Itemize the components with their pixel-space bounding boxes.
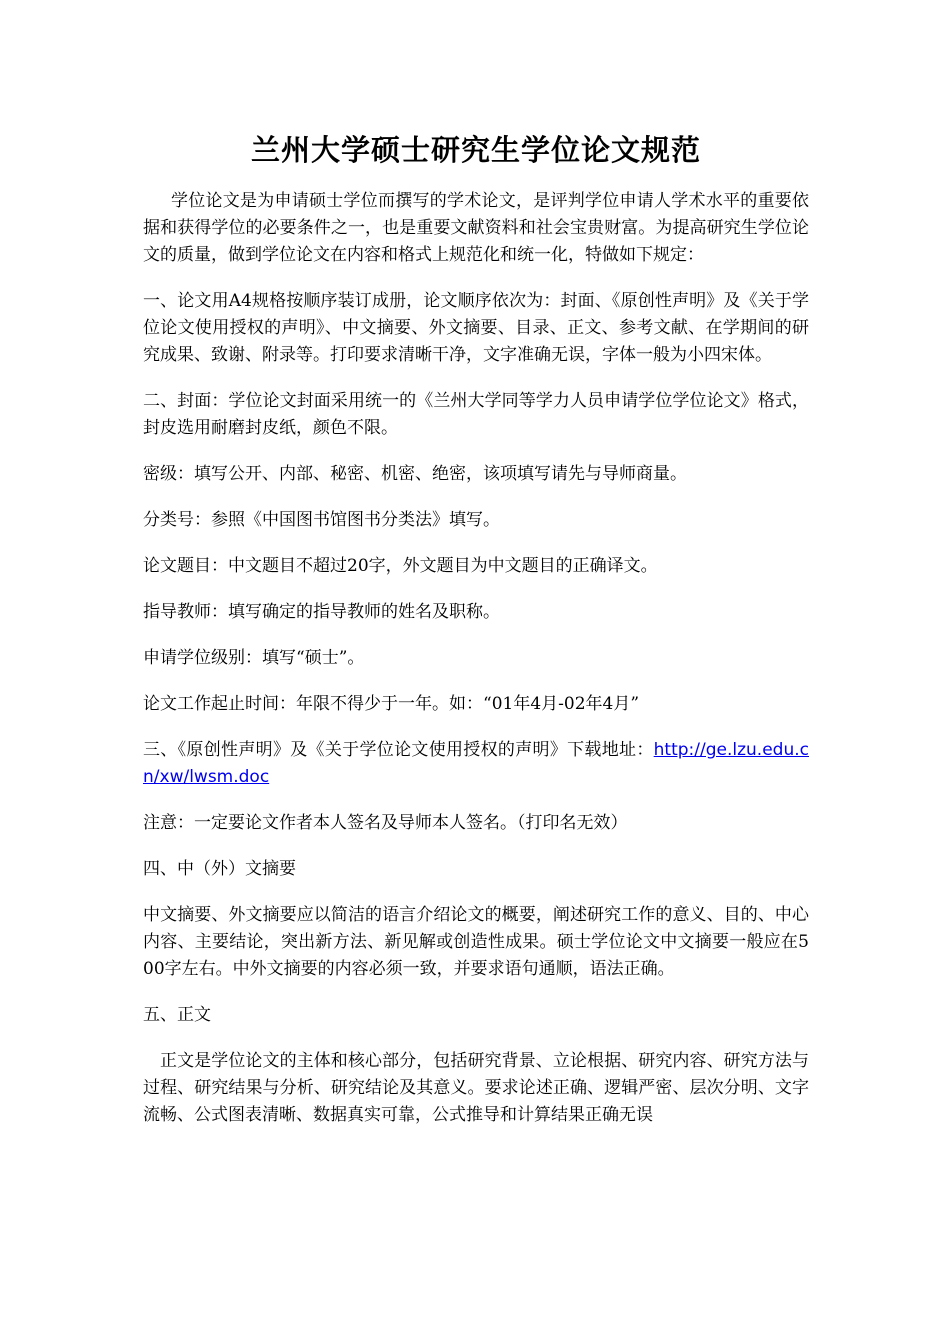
section-5-heading: 五、正文 [143, 1005, 211, 1025]
intro-paragraph: 学位论文是为申请硕士学位而撰写的学术论文，是评判学位申请人学术水平的重要依据和获得学位的必要条件之一，也是重要文献资料和社会宝贵财富。为提高研究生学位论文的质量，做到学位论文在内容和格式上规范化和统一化，特做如下规定： [143, 191, 809, 265]
download-link[interactable]: http://ge.lzu.edu.cn/xw/lwsm.doc [143, 740, 809, 787]
note-paragraph: 注意：一定要论文作者本人签名及导师本人签名。（打印名无效） [143, 813, 628, 833]
section-2-paragraph: 二、封面：学位论文封面采用统一的《兰州大学同等学力人员申请学位学位论文》格式，封皮选用耐磨封皮纸，颜色不限。 [143, 391, 809, 438]
section-1-paragraph: 一、论文用A4规格按顺序装订成册，论文顺序依次为：封面、《原创性声明》及《关于学位论文使用授权的声明》、中文摘要、外文摘要、目录、正文、参考文献、在学期间的研究成果、致谢、附录等。打印要求清晰干净，文字准确无误，字体一般为小四宋体。 [143, 291, 809, 365]
classification-paragraph: 分类号：参照《中国图书馆图书分类法》填写。 [143, 510, 500, 530]
work-period-paragraph: 论文工作起止时间：年限不得少于一年。如：“01年4月-02年4月” [143, 694, 640, 714]
advisor-paragraph: 指导教师：填写确定的指导教师的姓名及职称。 [143, 602, 500, 622]
section-3-text: 三、《原创性声明》及《关于学位论文使用授权的声明》下载地址： [143, 740, 654, 760]
thesis-title-paragraph: 论文题目：中文题目不超过20字，外文题目为中文题目的正确译文。 [143, 556, 658, 576]
secret-level-paragraph: 密级：填写公开、内部、秘密、机密、绝密，该项填写请先与导师商量。 [143, 464, 687, 484]
degree-level-paragraph: 申请学位级别：填写“硕士”。 [143, 648, 365, 668]
section-4-paragraph: 中文摘要、外文摘要应以简洁的语言介绍论文的概要，阐述研究工作的意义、目的、中心内容、主要结论，突出新方法、新见解或创造性成果。硕士学位论文中文摘要一般应在500字左右。中外文摘要的内容必须一致，并要求语句通顺，语法正确。 [143, 905, 809, 979]
document-page [143, 130, 809, 1129]
section-4-heading: 四、中（外）文摘要 [143, 859, 296, 879]
section-3-paragraph [143, 737, 809, 791]
document-title: 兰州大学硕士研究生学位论文规范 [250, 133, 701, 167]
section-5-paragraph: 正文是学位论文的主体和核心部分，包括研究背景、立论根据、研究内容、研究方法与过程、研究结果与分析、研究结论及其意义。要求论述正确、逻辑严密、层次分明、文字流畅、公式图表清晰、数据真实可靠，公式推导和计算结果正确无误 [143, 1051, 809, 1125]
